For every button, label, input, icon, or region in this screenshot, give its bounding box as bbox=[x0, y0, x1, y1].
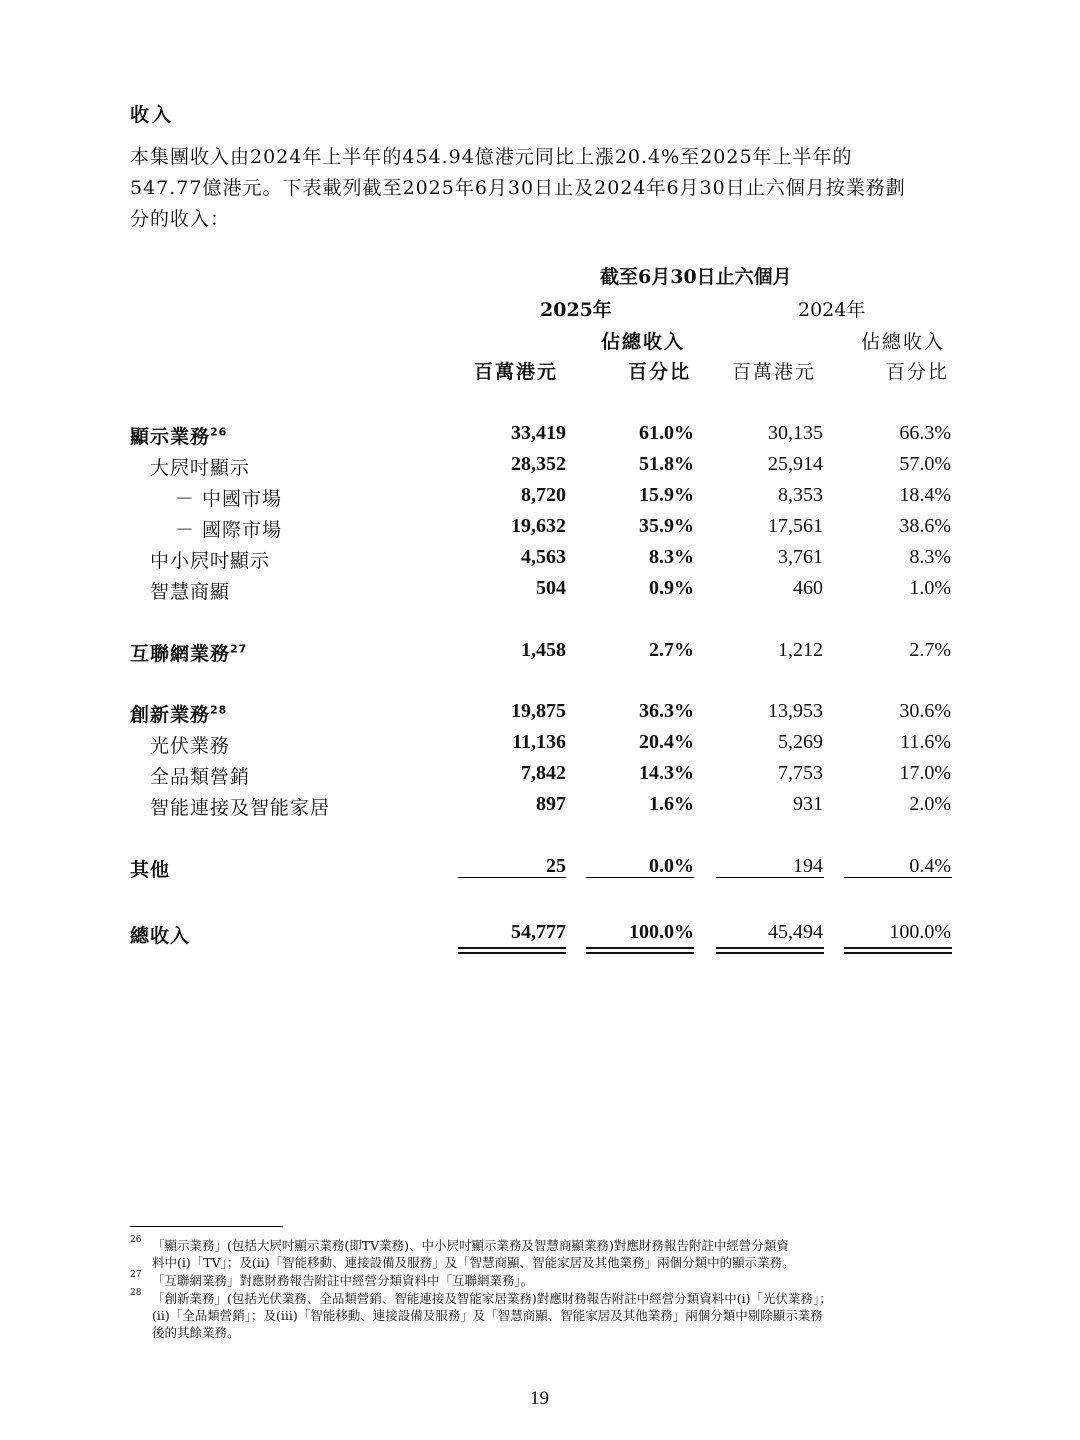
value-2025-pct: 51.8% bbox=[639, 453, 694, 475]
value-2024-pct: 11.6% bbox=[900, 731, 951, 753]
value-2025-hkd: 11,136 bbox=[512, 731, 566, 753]
row-label: 光伏業務 bbox=[150, 735, 231, 757]
value-2024-hkd: 45,494 bbox=[768, 921, 823, 943]
value-2024-hkd: 8,353 bbox=[778, 484, 823, 506]
total-double-rule-2025-pct bbox=[586, 947, 694, 954]
value-2025-pct: 14.3% bbox=[639, 762, 694, 784]
total-double-rule-2024-hkd bbox=[716, 947, 824, 954]
value-2024-pct: 57.0% bbox=[899, 453, 951, 475]
footnote-text: 後的其餘業務。 bbox=[152, 1325, 240, 1340]
value-2025-hkd: 25 bbox=[546, 855, 566, 877]
row-label: － 國際市場 bbox=[175, 519, 283, 541]
subtotal-rule-2025-hkd bbox=[458, 877, 566, 878]
row-label: 大屄吋顯示 bbox=[150, 457, 251, 479]
footnote-text: (ii)「全品類營銷」；及(iii)「智能移動、連接設備及服務」及「智慧商顯、智能家居及其他業務」兩個分類中剔除顯示業務 bbox=[152, 1308, 823, 1323]
intro-line-3: 分的收入： bbox=[130, 208, 231, 230]
footnote-ref: 27 bbox=[230, 642, 248, 656]
value-2024-hkd: 13,953 bbox=[768, 700, 823, 722]
value-2025-hkd: 19,632 bbox=[511, 515, 566, 537]
row-label-wrap bbox=[130, 700, 227, 727]
value-2025-pct: 2.7% bbox=[649, 639, 694, 661]
value-2025-pct: 0.9% bbox=[649, 577, 694, 599]
footnote-text: 料中(i)「TV」；及(ii)「智能移動、連接設備及服務」及「智慧商顯、智能家居及其他業務」兩個分類中的顯示業務。 bbox=[152, 1255, 795, 1270]
row-label: 互聯網業務 bbox=[130, 643, 231, 665]
intro-line-2: 547.77億港元。下表載列截至2025年6月30日止及2024年6月30日止六個月按業務劃 bbox=[130, 177, 906, 199]
year-2025-header: 2025年 bbox=[540, 299, 612, 321]
row-label: 創新業務 bbox=[130, 704, 211, 726]
value-2025-pct: 20.4% bbox=[639, 731, 694, 753]
footnote-number: 26 bbox=[130, 1235, 142, 1245]
value-2024-hkd: 7,753 bbox=[778, 762, 823, 784]
value-2024-hkd: 1,212 bbox=[778, 639, 823, 661]
total-double-rule-2025-hkd bbox=[458, 947, 566, 954]
intro-line-1: 本集團收入由2024年上半年的454.94億港元同比上漲20.4%至2025年上半年的 bbox=[130, 146, 853, 168]
row-label-wrap bbox=[130, 422, 227, 449]
subtotal-rule-2025-pct bbox=[586, 877, 694, 878]
col-2024-pct-line2: 百分比 bbox=[886, 361, 950, 383]
value-2024-pct: 38.6% bbox=[899, 515, 951, 537]
footnote-text: 「互聯網業務」對應財務報告附註中經營分類資料中「互聯網業務」。 bbox=[152, 1273, 534, 1288]
value-2025-hkd: 54,777 bbox=[511, 921, 566, 943]
value-2025-pct: 1.6% bbox=[649, 793, 694, 815]
value-2024-hkd: 3,761 bbox=[778, 546, 823, 568]
row-label: 總收入 bbox=[130, 925, 191, 947]
col-2025-pct-line1: 佔總收入 bbox=[601, 331, 686, 353]
footnote-ref: 28 bbox=[210, 703, 228, 717]
value-2025-pct: 61.0% bbox=[639, 422, 694, 444]
col-2024-pct-line1: 佔總收入 bbox=[861, 331, 946, 353]
value-2024-pct: 2.0% bbox=[909, 793, 951, 815]
value-2024-hkd: 460 bbox=[793, 577, 823, 599]
value-2024-hkd: 17,561 bbox=[768, 515, 823, 537]
row-label: 智能連接及智能家居 bbox=[150, 797, 331, 819]
row-label: 中小屄吋顯示 bbox=[150, 550, 271, 572]
row-label: 其他 bbox=[130, 859, 171, 881]
row-label: 全品類營銷 bbox=[150, 766, 251, 788]
row-label: － 中國市場 bbox=[175, 488, 283, 510]
value-2025-pct: 0.0% bbox=[649, 855, 694, 877]
col-2024-hkd: 百萬港元 bbox=[732, 361, 817, 383]
value-2024-pct: 0.4% bbox=[909, 855, 951, 877]
footnote-number: 27 bbox=[130, 1270, 142, 1280]
value-2025-pct: 8.3% bbox=[649, 546, 694, 568]
row-label: 顯示業務 bbox=[130, 426, 211, 448]
value-2024-hkd: 194 bbox=[793, 855, 823, 877]
value-2025-pct: 100.0% bbox=[629, 921, 694, 943]
value-2024-pct: 30.6% bbox=[899, 700, 951, 722]
col-2025-hkd: 百萬港元 bbox=[474, 361, 559, 383]
value-2025-pct: 36.3% bbox=[639, 700, 694, 722]
value-2025-pct: 15.9% bbox=[639, 484, 694, 506]
footnote-ref: 26 bbox=[210, 425, 228, 439]
value-2024-pct: 8.3% bbox=[909, 546, 951, 568]
value-2024-hkd: 5,269 bbox=[778, 731, 823, 753]
footnote-text: 「創新業務」(包括光伏業務、全品類營銷、智能連接及智能家居業務)對應財務報告附註中經營分類資料中(i)「光伏業務」； bbox=[152, 1291, 832, 1306]
value-2024-hkd: 931 bbox=[793, 793, 823, 815]
footnote-separator bbox=[130, 1226, 283, 1227]
value-2025-hkd: 504 bbox=[536, 577, 566, 599]
period-header: 截至6月30日止六個月 bbox=[600, 266, 792, 288]
value-2025-hkd: 8,720 bbox=[521, 484, 566, 506]
col-2025-pct-line2: 百分比 bbox=[628, 361, 692, 383]
value-2024-pct: 66.3% bbox=[899, 422, 951, 444]
value-2025-hkd: 7,842 bbox=[521, 762, 566, 784]
footnote-text: 「顯示業務」(包括大屄吋顯示業務(即TV業務)、中小屄吋顯示業務及智慧商顯業務)對應財務報告附註中經營分類資 bbox=[152, 1238, 789, 1253]
value-2024-hkd: 30,135 bbox=[768, 422, 823, 444]
value-2025-hkd: 19,875 bbox=[511, 700, 566, 722]
row-label-wrap bbox=[130, 639, 247, 666]
value-2025-hkd: 897 bbox=[536, 793, 566, 815]
subtotal-rule-2024-hkd bbox=[716, 877, 824, 878]
value-2024-hkd: 25,914 bbox=[768, 453, 823, 475]
subtotal-rule-2024-pct bbox=[844, 877, 952, 878]
value-2025-pct: 35.9% bbox=[639, 515, 694, 537]
value-2025-hkd: 1,458 bbox=[521, 639, 566, 661]
section-title: 收入 bbox=[130, 104, 175, 126]
value-2024-pct: 18.4% bbox=[899, 484, 951, 506]
value-2024-pct: 17.0% bbox=[899, 762, 951, 784]
footnote-number: 28 bbox=[130, 1288, 142, 1298]
value-2025-hkd: 33,419 bbox=[511, 422, 566, 444]
value-2024-pct: 2.7% bbox=[909, 639, 951, 661]
value-2024-pct: 100.0% bbox=[889, 921, 951, 943]
total-double-rule-2024-pct bbox=[844, 947, 952, 954]
row-label: 智慧商顯 bbox=[150, 581, 231, 603]
page-number: 19 bbox=[530, 1388, 549, 1409]
value-2025-hkd: 4,563 bbox=[521, 546, 566, 568]
year-2024-header: 2024年 bbox=[798, 299, 866, 321]
value-2025-hkd: 28,352 bbox=[511, 453, 566, 475]
value-2024-pct: 1.0% bbox=[909, 577, 951, 599]
